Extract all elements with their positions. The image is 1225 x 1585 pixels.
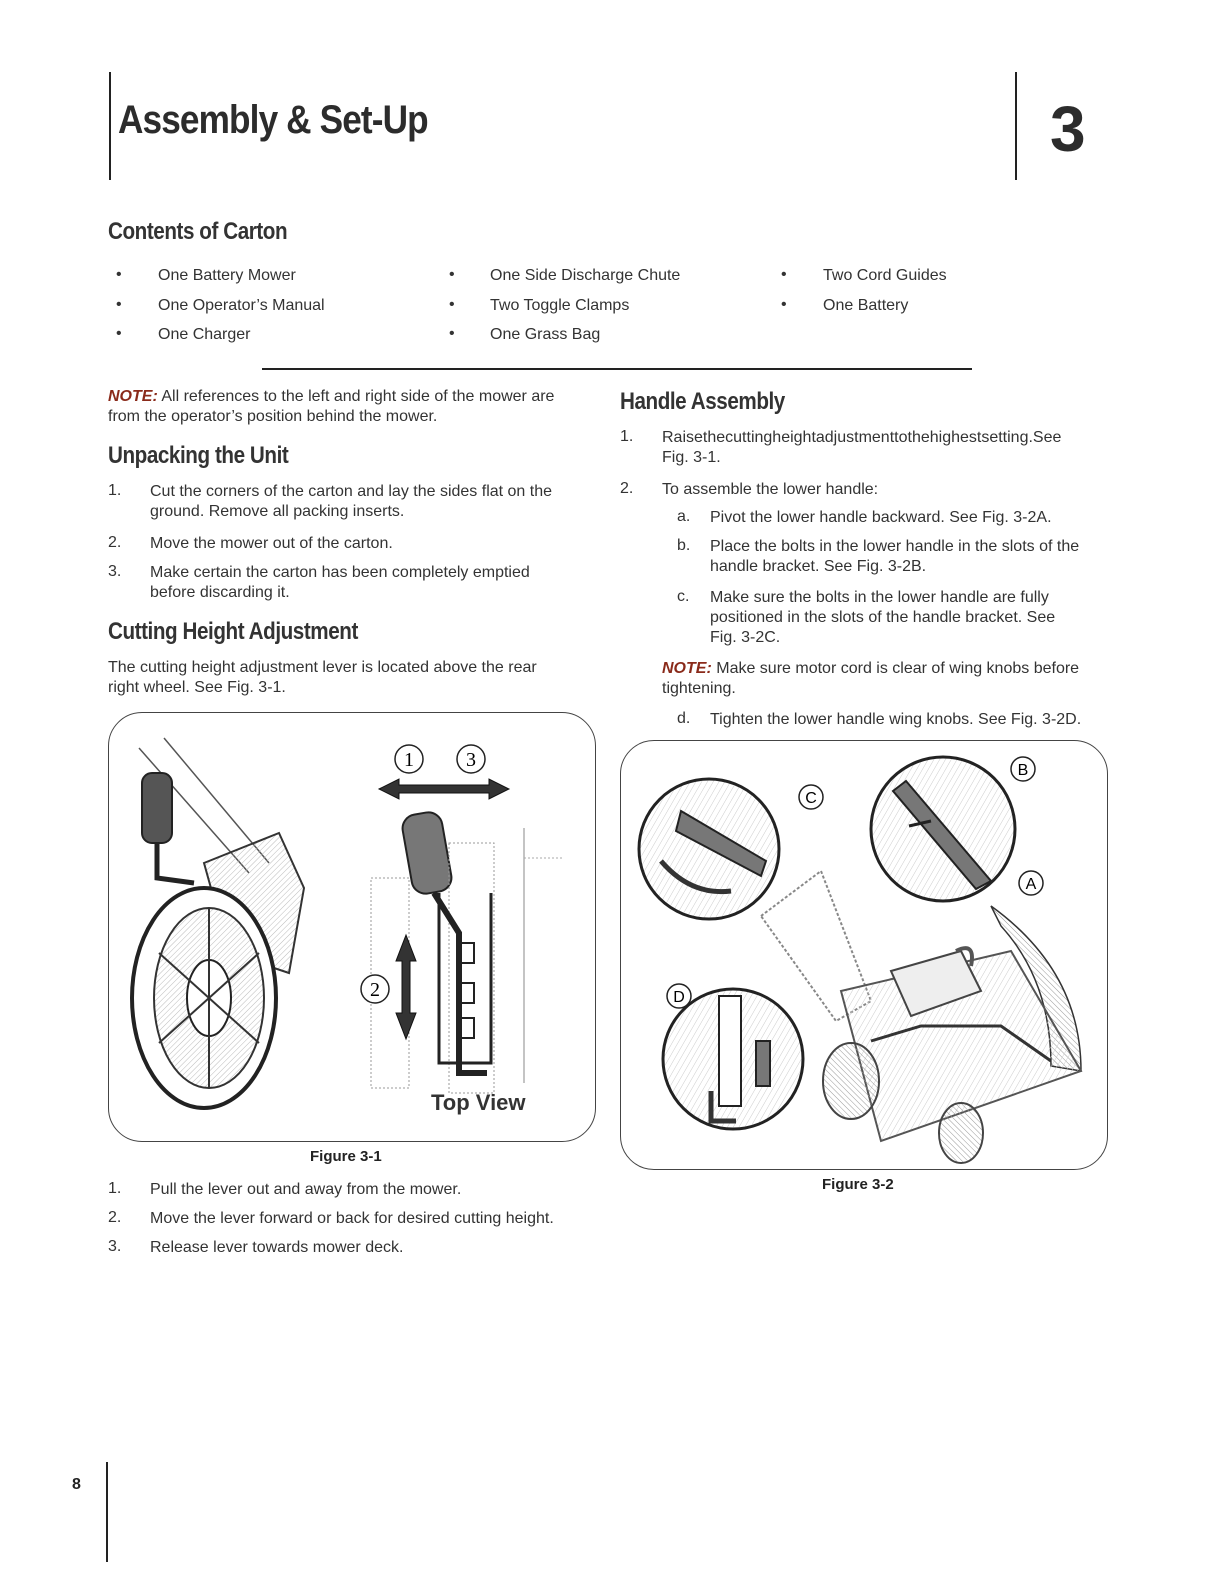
- bullet-icon: •: [781, 266, 787, 283]
- step-number: 1.: [620, 428, 634, 445]
- step-number: 3.: [108, 1238, 122, 1255]
- step-line: Make certain the carton has been completely emptied: [150, 564, 530, 581]
- step-text: To assemble the lower handle:: [662, 481, 879, 498]
- note-label: NOTE:: [108, 388, 158, 405]
- bullet-icon: •: [449, 266, 455, 283]
- step-line: before discarding it.: [150, 584, 290, 601]
- step-text: Pull the lever out and away from the mower.: [150, 1181, 462, 1198]
- vertical-arrow-icon: [396, 935, 416, 1039]
- unpacking-heading: Unpacking the Unit: [108, 442, 289, 469]
- step-number: 1.: [108, 1180, 122, 1197]
- list-item: One Grass Bag: [490, 326, 601, 343]
- bullet-icon: •: [116, 266, 122, 283]
- figure-3-2-caption: Figure 3-2: [822, 1176, 894, 1193]
- step-text: Move the mower out of the carton.: [150, 535, 393, 552]
- substep-letter: c.: [677, 588, 690, 605]
- substep-text: [710, 537, 1120, 577]
- step-text: [150, 482, 590, 522]
- bullet-icon: •: [116, 325, 122, 342]
- footer-rule: [106, 1462, 108, 1562]
- cutting-heading: Cutting Height Adjustment: [108, 618, 358, 645]
- step-number: 1.: [108, 482, 122, 499]
- substep-text: Tighten the lower handle wing knobs. See Fig. 3-2D.: [710, 711, 1082, 728]
- step-text: [662, 428, 1112, 468]
- note-text: All references to the left and right side of the mower are: [161, 388, 555, 405]
- chapter-number: 3: [1050, 93, 1086, 165]
- step-line: Fig. 3-1.: [662, 449, 721, 466]
- figure-3-1-caption: Figure 3-1: [310, 1148, 382, 1165]
- bullet-icon: •: [449, 325, 455, 342]
- contents-heading: Contents of Carton: [108, 218, 288, 245]
- label-b: B: [1017, 762, 1029, 779]
- substep-line: Place the bolts in the lower handle in the slots of the: [710, 538, 1080, 555]
- label-two: 2: [370, 979, 380, 1001]
- substep-letter: d.: [677, 710, 691, 727]
- figure-3-1: [108, 712, 596, 1142]
- list-item: Two Cord Guides: [823, 267, 947, 284]
- bullet-icon: •: [449, 296, 455, 313]
- page-number: 8: [72, 1476, 81, 1493]
- figure-3-2-illustration: [621, 741, 1107, 1169]
- step-text: Release lever towards mower deck.: [150, 1239, 404, 1256]
- text-line: The cutting height adjustment lever is located above the rear: [108, 659, 537, 676]
- substep-line: Make sure the bolts in the lower handle are fully: [710, 589, 1049, 606]
- figure-3-1-illustration: [109, 713, 595, 1141]
- label-one: 1: [404, 749, 414, 771]
- note-text: from the operator’s position behind the mower.: [108, 408, 438, 425]
- header-right-rule: [1015, 72, 1017, 180]
- text-line: right wheel. See Fig. 3-1.: [108, 679, 286, 696]
- header-left-rule: [109, 72, 111, 180]
- label-three: 3: [466, 749, 476, 771]
- list-item: One Battery: [823, 297, 909, 314]
- step-line: ground. Remove all packing inserts.: [150, 503, 405, 520]
- bullet-icon: •: [781, 296, 787, 313]
- substep-letter: b.: [677, 537, 691, 554]
- list-item: One Side Discharge Chute: [490, 267, 681, 284]
- cutting-text: [108, 658, 588, 698]
- label-c: C: [805, 790, 817, 807]
- note-text: Make sure motor cord is clear of wing knobs before: [716, 660, 1080, 677]
- figure-3-2: [620, 740, 1108, 1170]
- handle-heading: Handle Assembly: [620, 388, 785, 415]
- label-a: A: [1025, 876, 1037, 893]
- substep-line: handle bracket. See Fig. 3-2B.: [710, 558, 927, 575]
- section-divider: [262, 368, 972, 370]
- note-right: [662, 659, 1112, 699]
- step-number: 3.: [108, 563, 122, 580]
- step-line: Cut the corners of the carton and lay the sides flat on the: [150, 483, 553, 500]
- list-item: Two Toggle Clamps: [490, 297, 630, 314]
- step-text: [150, 563, 590, 603]
- label-d: D: [673, 989, 685, 1006]
- note-text: tightening.: [662, 680, 736, 697]
- step-line: Raisethecuttingheightadjustmenttothehighestsetting.See: [662, 429, 1062, 446]
- substep-line: positioned in the slots of the handle bracket. See: [710, 609, 1056, 626]
- top-view-label: Top View: [431, 1090, 526, 1115]
- note-left: [108, 387, 588, 427]
- substep-text: Pivot the lower handle backward. See Fig. 3-2A.: [710, 509, 1052, 526]
- step-number: 2.: [620, 480, 634, 497]
- note-label: NOTE:: [662, 660, 712, 677]
- list-item: One Charger: [158, 326, 251, 343]
- substep-line: Fig. 3-2C.: [710, 629, 781, 646]
- horizontal-arrow-icon: [379, 779, 509, 799]
- step-number: 2.: [108, 534, 122, 551]
- substep-text: [710, 588, 1120, 648]
- step-number: 2.: [108, 1209, 122, 1226]
- list-item: One Battery Mower: [158, 267, 296, 284]
- page-title: Assembly & Set-Up: [118, 98, 428, 142]
- step-text: Move the lever forward or back for desired cutting height.: [150, 1210, 554, 1227]
- substep-letter: a.: [677, 508, 691, 525]
- bullet-icon: •: [116, 296, 122, 313]
- list-item: One Operator’s Manual: [158, 297, 325, 314]
